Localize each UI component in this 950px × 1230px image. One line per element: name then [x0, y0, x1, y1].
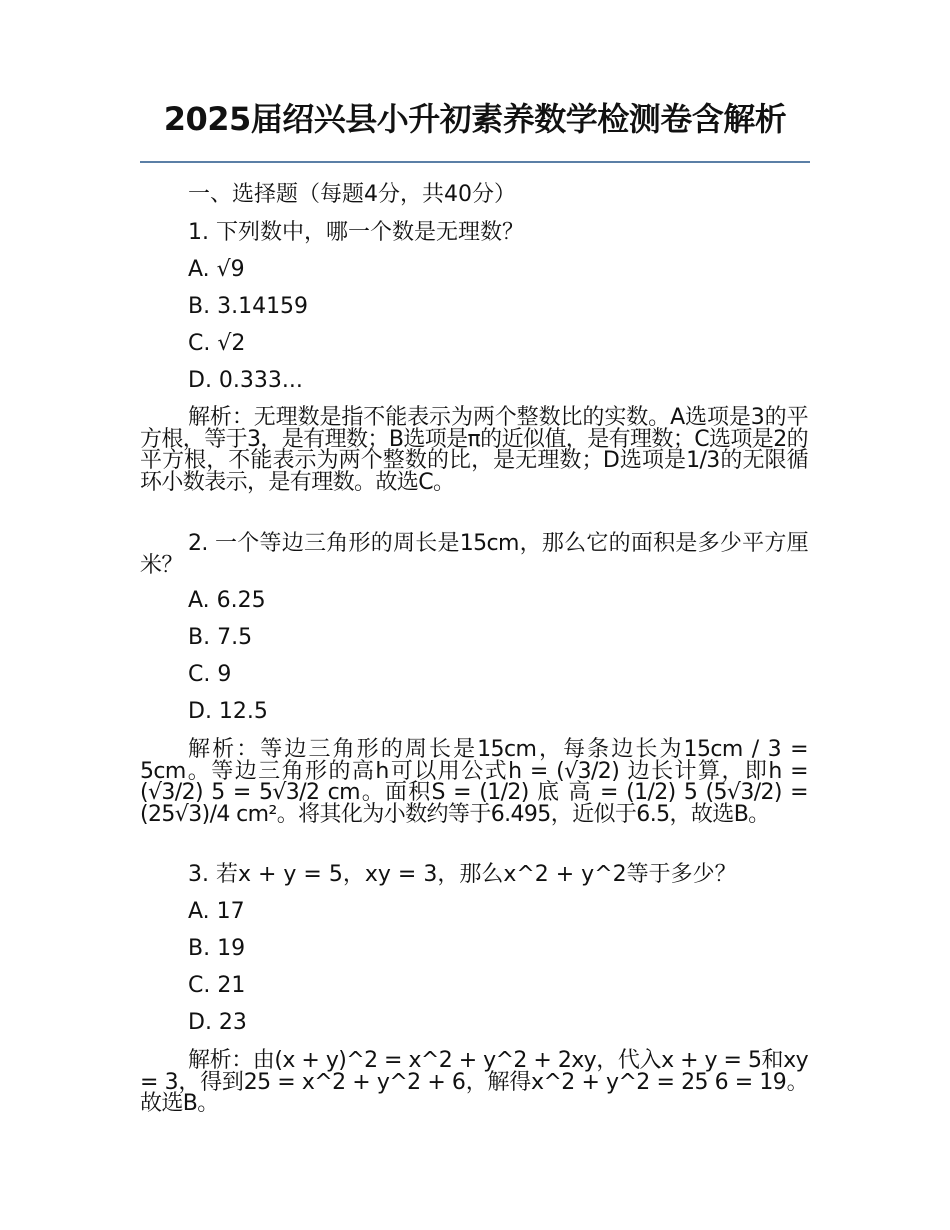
question-1-option-d: D. 0.333...	[188, 368, 303, 393]
title-underline	[140, 161, 810, 163]
question-2-option-a: A. 6.25	[188, 588, 266, 613]
question-3-stem: 3. 若x + y = 5，xy = 3，那么x^2 + y^2等于多少？	[188, 862, 737, 887]
question-1-option-c: C. √2	[188, 331, 246, 356]
question-3-option-a: A. 17	[188, 899, 245, 924]
question-3-option-d: D. 23	[188, 1010, 247, 1035]
question-2-option-b: B. 7.5	[188, 625, 253, 650]
document-title: 2025届绍兴县小升初素养数学检测卷含解析	[163, 100, 787, 138]
question-1-option-a: A. √9	[188, 257, 245, 282]
question-2-option-d: D. 12.5	[188, 699, 268, 724]
question-1-analysis: 解析：无理数是指不能表示为两个整数比的实数。A选项是3的平方根，等于3，是有理数；B选项是π的近似值，是有理数；C选项是2的平方根，不能表示为两个整数的比，是无理数；D选项是1/3的无限循环小数表示，是有理数。故选C。	[140, 405, 808, 495]
question-2-option-c: C. 9	[188, 662, 232, 687]
question-3-analysis: 解析：由(x + y)^2 = x^2 + y^2 + 2xy，代入x + y = 5和xy = 3，得到25 = x^2 + y^2 + 6，解得x^2 + y^2 = 25 6 = 19。故选B。	[140, 1048, 808, 1116]
question-3-option-b: B. 19	[188, 936, 246, 961]
question-2-analysis: 解析：等边三角形的周长是15cm，每条边长为15cm / 3 = 5cm。等边三角形的高h可以用公式h = (√3/2) 边长计算，即h = (√3/2) 5 = 5√3/2 cm。面积S = (1/2) 底 高 = (1/2) 5 (5√3/2) = (25√3)/4 cm²。将其化为小数约等于6.495，近似于6.5，故选B。	[140, 737, 808, 827]
question-2-stem: 2. 一个等边三角形的周长是15cm，那么它的面积是多少平方厘米？	[140, 531, 808, 578]
question-3-option-c: C. 21	[188, 973, 246, 998]
question-1-option-b: B. 3.14159	[188, 294, 309, 319]
question-1-stem: 1. 下列数中，哪一个数是无理数？	[188, 220, 524, 245]
section-heading: 一、选择题（每题4分，共40分）	[188, 182, 516, 207]
